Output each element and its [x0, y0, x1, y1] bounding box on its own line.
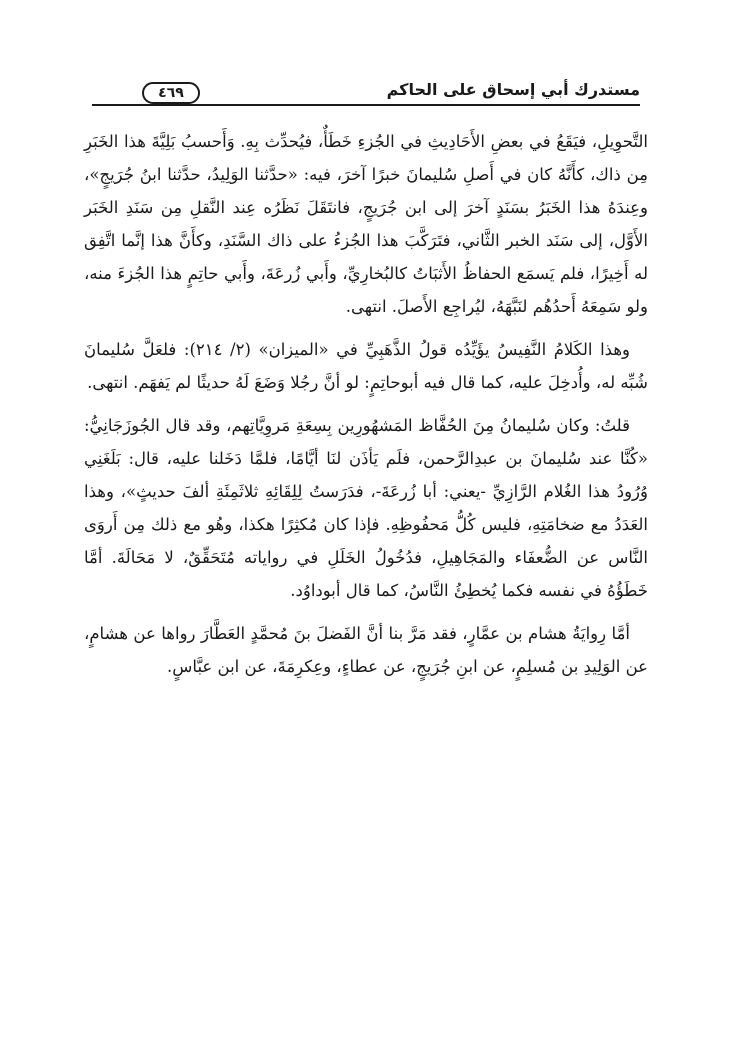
paragraph-3: قلتُ: وكان سُليمانُ مِنَ الحُفَّاظ المَشهُورِين بِسِعَةِ مَروِيَّاتِهم، وقد قال الجُوزَجَانِيُّ: «كُنَّا عند سُليمانَ بن عبدِالرَّحمن، فلَم يَأذَن لنَا أيَّامًا، فلمَّا دَخَلنا عليه، قال: بَلَغَنِي وُرُودُ هذا الغُلام الرَّازِيِّ -يعني: أبا زُرعَةَ-، فدَرَستُ لِلِقَائِهِ ثلاثَمِئَةِ ألفَ حديثٍ»، وهذا العَدَدُ مع ضخامَتِهِ، فليس كُلُّ مَحفُوظِهِ. فإذا كان مُكثِرًا هكذا، وهُو مع ذلك مِن أَروَى النَّاس عن الضُّعفَاء والمَجَاهِيلِ، فدُخُولُ الخَلَلِ في رواياته مُتَحَقِّقٌ، لا مَحَالَةَ. أمَّا خَطَؤُهُ في نفسه فكما يُخطِئُ النَّاسُ، كما قال أبوداوُد. [84, 416, 648, 600]
page-number: ٤٦٩ [142, 82, 200, 104]
page-header [92, 80, 640, 108]
running-title: مستدرك أبي إسحاق على الحاكم [386, 80, 640, 99]
header-rule [92, 104, 640, 106]
paragraph-1: التَّحوِيلِ، فيَقَعُ في بعضِ الأَحَادِيثِ في الجُزءِ خَطَأٌ، فيُحدِّث بِهِ. وَأَحسبُ بَلِيَّةَ هذا الخَبَرِ مِن ذاك، كأَنَّهُ كان في أَصلِ سُليمانَ خبرًا آخرَ، فيه: «حدَّثنا الوَلِيدُ، حدَّثنا ابنُ جُرَيجٍ»، وعِندَهُ هذا الخَبَرُ بسَنَدٍ آخرَ إلى ابن جُرَيجٍ، فانتَقَلَ نَظَرُه عِند النَّقلِ مِن سَنَدِ الخَبَر الأَوَّل، إلى سَنَد الخبر الثَّاني، فتَرَكَّبَ هذا الجُزءُ على ذاك السَّنَدِ، وكأَنَّ هذا إنَّما اتَّفِق له أَخِيرًا، فلم يَسمَع الحفاظُ الأَثبَاتُ كالبُخارِيِّ، وأَبي زُرعَةَ، وأَبي حاتِمٍ هذا الجُزءَ منه، ولو سَمِعَهُ أَحدُهُم لنَبَّهَهُ، ليُراجِع الأَصلَ. انتهى. [84, 132, 648, 316]
paragraph-2: وهذا الكَلامُ النَّفِيسُ يؤَيِّدُه قولُ الذَّهَبِيِّ في «الميزان» (٢/ ٢١٤): فلعَلَّ سُليمانَ شُبِّه له، وأُدخِلَ عليه، كما قال فيه أبوحاتِمٍ: لو أنَّ رجُلا وَضَعَ لَهُ حديثًا لم يَفهَم. انتهى. [84, 340, 648, 392]
body-text [84, 125, 648, 693]
paragraph-4: أمَّا رِوايَةُ هشام بن عمَّارٍ، فقد مَرَّ بنا أنَّ الفَضلَ بنَ مُحمَّدٍ العَطَّارَ رواها عن هشامٍ، عن الوَلِيدِ بن مُسلِمٍ، عن ابنِ جُرَيجٍ، عن عطاءٍ، وعِكرِمَةَ، عن ابن عبَّاسٍ. [84, 624, 648, 676]
